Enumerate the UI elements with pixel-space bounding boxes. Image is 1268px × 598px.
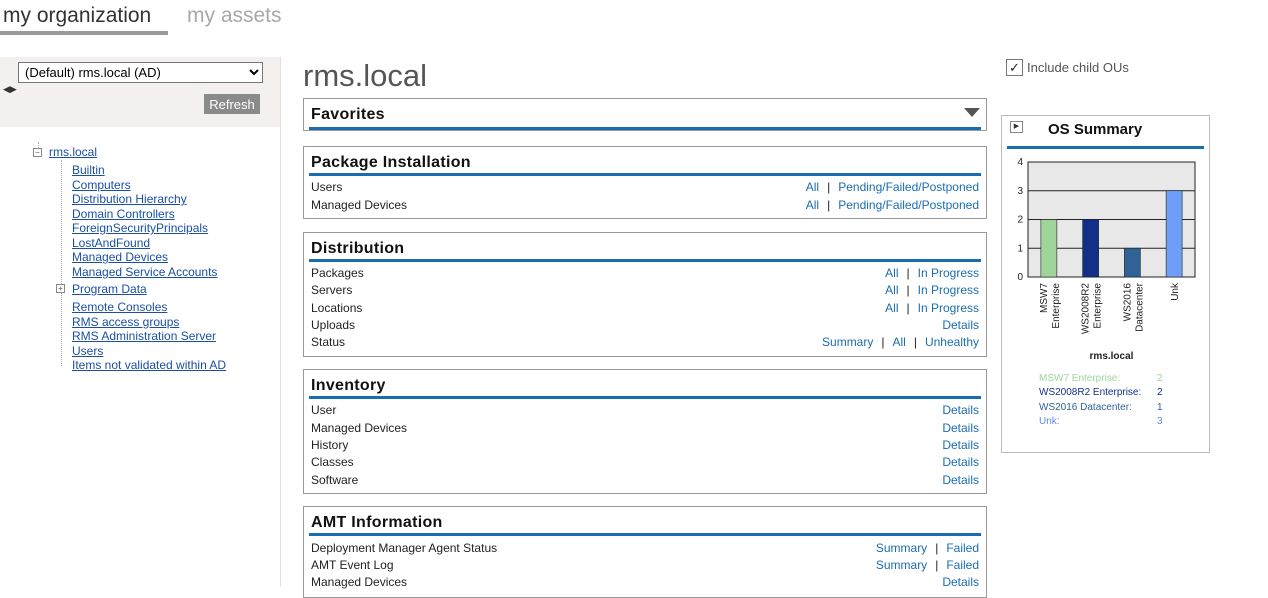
row-label: Managed Devices [311, 198, 408, 212]
section-row [311, 335, 979, 352]
include-child-ous-checkbox[interactable]: ✓ [1006, 59, 1023, 76]
section-rule [309, 173, 981, 176]
legend-label: WS2016 Datacenter: [1039, 402, 1132, 413]
tab-my-organization[interactable]: my organization [3, 4, 152, 27]
link-all[interactable]: All [892, 335, 906, 349]
legend-value: 3 [1157, 416, 1163, 427]
row-label: Deployment Manager Agent Status [311, 541, 498, 555]
section-row [311, 198, 979, 215]
section-row [311, 403, 979, 420]
link-all[interactable]: All [885, 266, 899, 280]
page-title: rms.local [303, 58, 428, 93]
section-title: Distribution [311, 240, 405, 257]
left-panel-toolbar [0, 57, 280, 127]
link-separator: | [906, 301, 910, 315]
section-row [311, 438, 979, 455]
legend-label: MSW7 Enterprise: [1039, 373, 1121, 384]
section-row [311, 421, 979, 438]
os-summary-title: OS Summary [1048, 121, 1143, 138]
legend-label: WS2008R2 Enterprise: [1039, 387, 1142, 398]
tree-item[interactable]: Domain Controllers [72, 207, 175, 221]
row-label: Packages [311, 266, 364, 280]
link-details[interactable]: Details [942, 455, 979, 469]
include-child-ous-label: Include child OUs [1027, 60, 1129, 75]
link-pending-failed-postponed[interactable]: Pending/Failed/Postponed [838, 180, 979, 194]
active-tab-indicator [0, 31, 168, 35]
section-amt-information [303, 506, 987, 598]
tree-item[interactable]: Managed Service Accounts [72, 265, 218, 279]
section-row [311, 541, 979, 558]
tree-item[interactable]: Users [72, 344, 104, 358]
section-title: Package Installation [311, 154, 471, 171]
link-details[interactable]: Details [942, 438, 979, 452]
link-failed[interactable]: Failed [946, 558, 979, 572]
os-summary-panel [1001, 115, 1210, 453]
dropdown-arrow-icon[interactable] [964, 108, 980, 117]
collapse-node-icon[interactable]: − [33, 148, 42, 157]
legend-value: 1 [1157, 402, 1163, 413]
legend-label: Unk: [1039, 416, 1060, 427]
tree-item[interactable]: Remote Consoles [72, 300, 168, 314]
section-row [311, 301, 979, 318]
row-label: History [311, 438, 349, 452]
link-failed[interactable]: Failed [946, 541, 979, 555]
row-links [876, 558, 979, 572]
link-separator: | [906, 266, 910, 280]
section-row [311, 575, 979, 592]
row-links [876, 541, 979, 555]
link-in-progress[interactable]: In Progress [917, 266, 979, 280]
x-tick-label: WS2008R2 [1080, 283, 1092, 335]
row-label: Status [311, 335, 346, 349]
section-inventory [303, 369, 987, 494]
y-tick-label: 0 [1017, 272, 1023, 283]
section-package-installation [303, 146, 987, 219]
y-tick-label: 2 [1017, 214, 1023, 226]
x-tick-label: Unk [1170, 283, 1182, 301]
expand-panel-icon[interactable]: ▶ [1010, 121, 1023, 133]
row-links [942, 455, 979, 469]
domain-select[interactable] [18, 62, 263, 83]
link-separator: | [827, 198, 831, 212]
row-links [885, 283, 979, 297]
row-links [822, 335, 979, 349]
y-tick-label: 3 [1017, 185, 1023, 197]
tree-root-rms-local[interactable]: rms.local [49, 145, 98, 159]
row-label: Locations [311, 301, 363, 315]
link-all[interactable]: All [805, 198, 820, 212]
link-unhealthy[interactable]: Unhealthy [924, 335, 979, 349]
section-row [311, 283, 979, 300]
section-row [311, 266, 979, 283]
link-summary[interactable]: Summary [875, 558, 928, 572]
tree-connector [61, 160, 62, 366]
link-in-progress[interactable]: In Progress [917, 283, 979, 297]
legend-value: 2 [1157, 373, 1163, 384]
link-details[interactable]: Details [942, 421, 979, 435]
section-row [311, 473, 979, 490]
row-label: User [311, 403, 337, 417]
link-separator: | [935, 541, 939, 555]
collapse-panel-arrows-icon[interactable]: ◀▶ [3, 84, 17, 94]
favorites-section[interactable] [303, 98, 987, 131]
section-row [311, 180, 979, 197]
tree-item[interactable]: Program Data [72, 282, 147, 296]
link-summary[interactable]: Summary [875, 541, 928, 555]
link-details[interactable]: Details [942, 318, 979, 332]
link-separator: | [827, 180, 831, 194]
link-separator: | [913, 335, 917, 349]
section-distribution [303, 232, 987, 357]
expand-node-icon[interactable]: + [56, 284, 65, 293]
link-all[interactable]: All [885, 283, 899, 297]
section-rule [309, 259, 981, 262]
tree-item[interactable]: ForeignSecurityPrincipals [72, 221, 209, 235]
tree-item[interactable]: RMS access groups [72, 315, 180, 329]
section-rule [309, 533, 981, 536]
section-title: Inventory [311, 377, 386, 394]
link-details[interactable]: Details [942, 575, 979, 589]
link-in-progress[interactable]: In Progress [917, 301, 979, 315]
x-tick-label: WS2016 [1122, 283, 1134, 322]
tab-my-assets[interactable]: my assets [187, 4, 282, 27]
x-tick-label: Enterprise [1050, 283, 1062, 329]
bar [1166, 191, 1182, 277]
link-separator: | [935, 558, 939, 572]
tree-item[interactable]: LostAndFound [72, 236, 151, 250]
tree-item[interactable]: RMS Administration Server [72, 329, 217, 343]
row-links [885, 301, 979, 315]
tree-item[interactable]: Computers [72, 178, 131, 192]
refresh-button[interactable]: Refresh [204, 94, 260, 114]
link-details[interactable]: Details [942, 403, 979, 417]
y-tick-label: 4 [1017, 157, 1023, 168]
section-row [311, 558, 979, 575]
section-row [311, 318, 979, 335]
section-title: AMT Information [311, 514, 443, 531]
y-tick-label: 1 [1017, 243, 1023, 255]
x-tick-label: Datacenter [1134, 283, 1146, 332]
bar [1083, 220, 1099, 278]
favorites-title: Favorites [311, 106, 385, 123]
row-links [942, 403, 979, 417]
legend-value: 2 [1157, 387, 1163, 398]
tree-item[interactable]: Builtin [72, 163, 105, 177]
link-summary[interactable]: Summary [822, 335, 874, 349]
x-tick-label: MSW7 [1038, 283, 1050, 313]
row-links [806, 198, 979, 212]
row-label: Uploads [311, 318, 356, 332]
section-rule [309, 127, 981, 130]
row-links [942, 473, 979, 487]
row-links [942, 421, 979, 435]
row-label: Managed Devices [311, 421, 408, 435]
link-pending-failed-postponed[interactable]: Pending/Failed/Postponed [838, 198, 979, 212]
x-tick-label: Enterprise [1092, 283, 1104, 329]
row-label: Classes [311, 455, 354, 469]
row-links [806, 180, 979, 194]
x-axis-label: rms.local [1089, 351, 1134, 362]
link-separator: | [906, 283, 910, 297]
row-links [942, 318, 979, 332]
section-row [311, 455, 979, 472]
bar [1041, 220, 1057, 278]
tree-item[interactable]: Managed Devices [72, 250, 169, 264]
link-all[interactable]: All [885, 301, 899, 315]
link-details[interactable]: Details [942, 473, 979, 487]
tree-item[interactable]: Items not validated within AD [72, 358, 227, 372]
link-all[interactable]: All [805, 180, 820, 194]
bar [1124, 248, 1140, 277]
link-separator: | [881, 335, 885, 349]
row-links [942, 438, 979, 452]
row-label: Managed Devices [311, 575, 408, 589]
row-links [885, 266, 979, 280]
row-label: Software [311, 473, 359, 487]
tree-item[interactable]: Distribution Hierarchy [72, 192, 187, 206]
section-rule [309, 396, 981, 399]
row-label: Servers [311, 283, 353, 297]
row-label: Users [311, 180, 343, 194]
row-label: AMT Event Log [311, 558, 394, 572]
